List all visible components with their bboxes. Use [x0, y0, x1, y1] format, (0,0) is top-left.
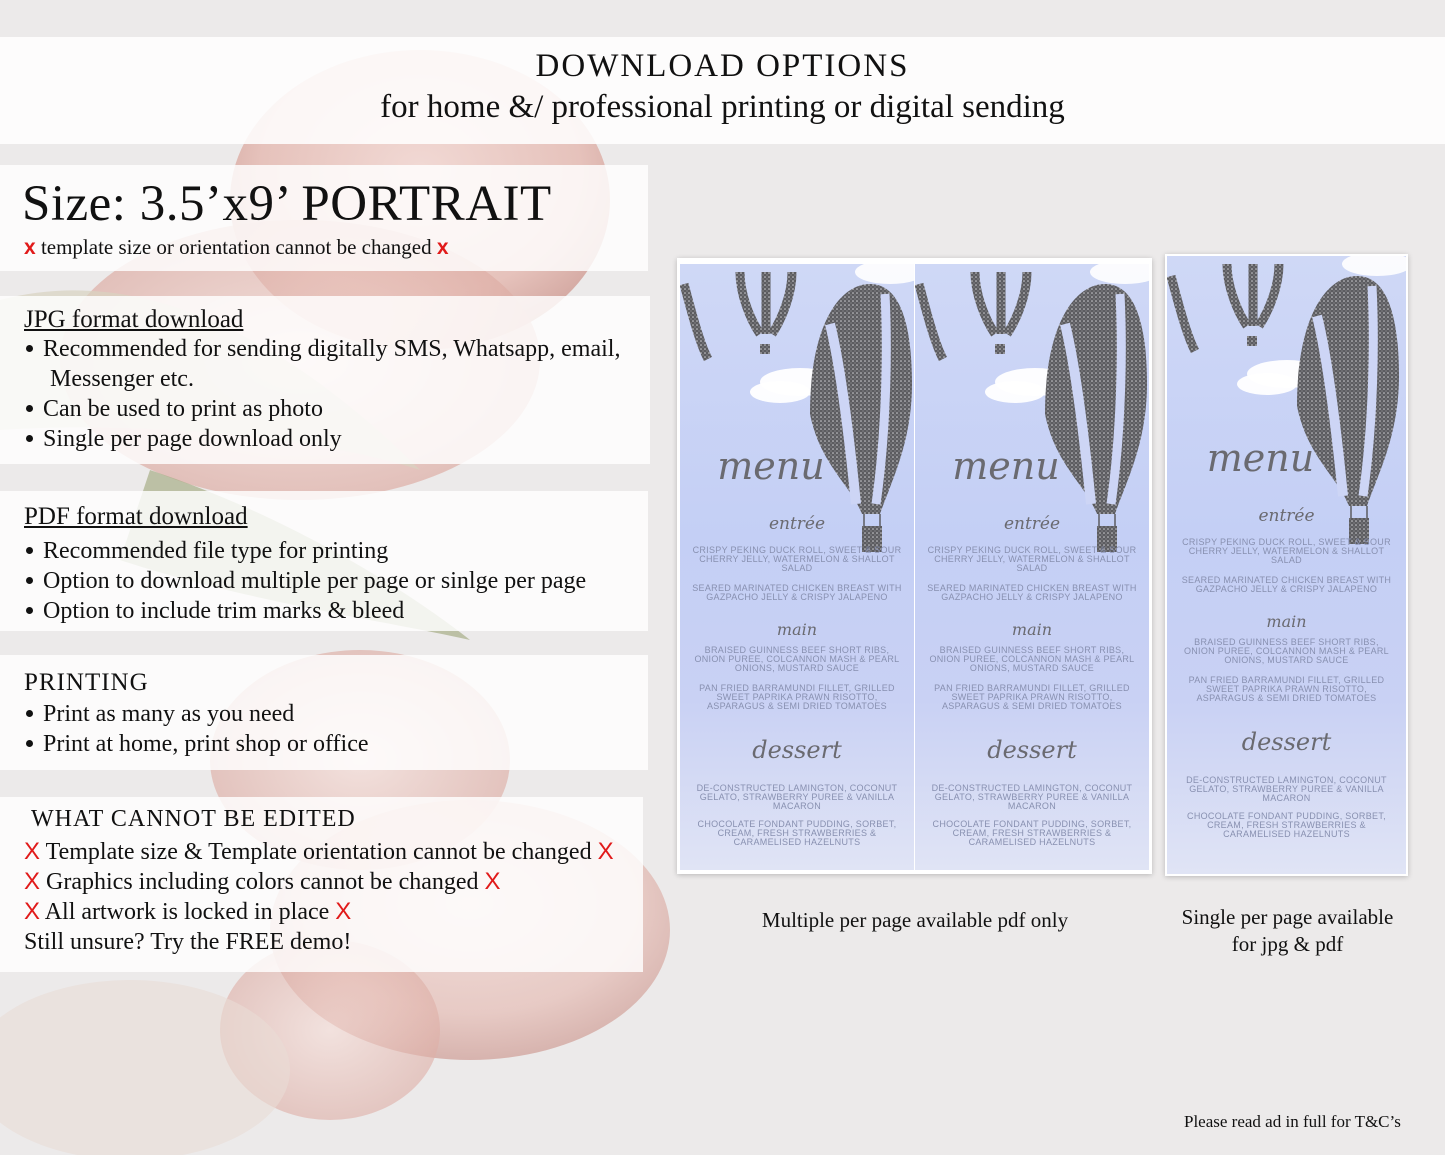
menu-section-entree: entrée	[1003, 514, 1061, 534]
jpg-title: JPG format download	[24, 306, 244, 333]
printing-panel	[0, 655, 648, 770]
menu-title: menu	[952, 444, 1060, 488]
red-x-icon: X	[24, 838, 41, 865]
caption-single-line: Single per page available	[1181, 905, 1394, 929]
red-x-icon: X	[24, 868, 41, 895]
menu-item-text: CRISPY PEKING DUCK ROLL, SWEET & SOUR CHERRY JELLY, WATERMELON & SHALLOT SALAD	[927, 545, 1137, 573]
jpg-panel	[0, 296, 650, 464]
list-item	[24, 927, 614, 957]
cannot-edit-title: WHAT CANNOT BE EDITED	[31, 806, 356, 832]
red-x-icon: X	[335, 898, 352, 925]
bullet-icon	[26, 435, 33, 442]
bullet-text: Print as many as you need	[43, 701, 295, 727]
menu-item-text: SEARED MARINATED CHICKEN BREAST WITH GAZPACHO JELLY & CRISPY JALAPENO	[927, 583, 1137, 602]
bullet-icon	[26, 607, 33, 614]
bullet-icon	[26, 547, 33, 554]
list-item	[24, 699, 369, 729]
caption-multiple: Multiple per page available pdf only	[761, 908, 1069, 932]
red-x-icon: X	[484, 868, 501, 895]
menu-item-text: SEARED MARINATED CHICKEN BREAST WITH GAZPACHO JELLY & CRISPY JALAPENO	[1181, 575, 1392, 594]
red-x-icon: x	[24, 236, 36, 259]
menu-item-text: BRAISED GUINNESS BEEF SHORT RIBS, ONION PUREE, COLCANNON MASH & PEARL ONIONS, MUSTARD SAUCE	[929, 645, 1135, 673]
menu-item-text: SEARED MARINATED CHICKEN BREAST WITH GAZPACHO JELLY & CRISPY JALAPENO	[692, 583, 902, 602]
bullet-text: Single per page download only	[43, 426, 342, 452]
red-x-icon: x	[436, 236, 449, 259]
menu-item-text: PAN FRIED BARRAMUNDI FILLET, GRILLED SWEET PAPRIKA PRAWN RISOTTO, ASPARAGUS & SEMI DRIED TOMATOES	[1188, 675, 1385, 703]
item-text: All artwork is locked in place	[44, 899, 330, 925]
menu-item-text: DE-CONSTRUCTED LAMINGTON, COCONUT GELATO, STRAWBERRY PUREE & VANILLA MACARON	[696, 783, 898, 811]
list-item	[24, 424, 620, 454]
menu-section-main: main	[776, 620, 818, 639]
menu-section-dessert: dessert	[1241, 728, 1332, 756]
single-page-preview	[1165, 254, 1408, 876]
menu-item-text: CHOCOLATE FONDANT PUDDING, SORBET, CREAM, FRESH STRAWBERRIES & CARAMELISED HAZELNUTS	[1187, 811, 1386, 839]
bullet-text: Print at home, print shop or office	[43, 731, 369, 757]
bullet-text: Recommended for sending digitally SMS, Whatsapp, email,	[43, 336, 621, 362]
list-item	[24, 566, 586, 596]
caption-single	[1160, 904, 1415, 958]
bullet-text: Can be used to print as photo	[43, 396, 323, 422]
menu-section-main: main	[1011, 620, 1053, 639]
item-text: Still unsure? Try the FREE demo!	[24, 929, 352, 955]
pdf-panel	[0, 491, 648, 631]
caption-single-line: for jpg & pdf	[1231, 932, 1344, 956]
menu-title: menu	[1206, 436, 1315, 480]
pdf-title: PDF format download	[24, 503, 248, 530]
list-item	[24, 729, 369, 759]
menu-item-text: CHOCOLATE FONDANT PUDDING, SORBET, CREAM, FRESH STRAWBERRIES & CARAMELISED HAZELNUTS	[697, 819, 897, 847]
bullet-icon	[26, 345, 33, 352]
size-panel	[0, 165, 648, 271]
item-text: Graphics including colors cannot be changed	[46, 869, 479, 895]
red-x-icon: X	[24, 898, 41, 925]
menu-item-text: CHOCOLATE FONDANT PUDDING, SORBET, CREAM, FRESH STRAWBERRIES & CARAMELISED HAZELNUTS	[932, 819, 1132, 847]
multi-page-preview	[677, 258, 1152, 874]
list-item	[24, 596, 586, 626]
menu-item-text: DE-CONSTRUCTED LAMINGTON, COCONUT GELATO, STRAWBERRY PUREE & VANILLA MACARON	[931, 783, 1133, 811]
list-item	[24, 364, 620, 394]
bullet-icon	[26, 577, 33, 584]
menu-item-text: CRISPY PEKING DUCK ROLL, SWEET & SOUR CHERRY JELLY, WATERMELON & SHALLOT SALAD	[1182, 537, 1391, 565]
list-item	[24, 334, 620, 364]
printing-bullet-list	[24, 699, 369, 759]
menu-item-text: PAN FRIED BARRAMUNDI FILLET, GRILLED SWEET PAPRIKA PRAWN RISOTTO, ASPARAGUS & SEMI DRIED TOMATOES	[934, 683, 1130, 711]
menu-page	[1167, 256, 1406, 874]
size-note	[24, 235, 449, 260]
menu-item-text: PAN FRIED BARRAMUNDI FILLET, GRILLED SWEET PAPRIKA PRAWN RISOTTO, ASPARAGUS & SEMI DRIED TOMATOES	[699, 683, 895, 711]
list-item	[24, 897, 614, 927]
jpg-bullet-list	[24, 334, 620, 454]
bullet-icon	[26, 740, 33, 747]
bullet-text: Option to download multiple per page or sinlge per page	[43, 568, 587, 594]
pdf-bullet-list	[24, 536, 586, 626]
header-subtitle: for home &/ professional printing or digital sending	[380, 89, 1065, 125]
printing-title: PRINTING	[24, 669, 149, 696]
header-title: DOWNLOAD OPTIONS	[535, 48, 910, 84]
menu-section-dessert: dessert	[987, 736, 1077, 764]
menu-item-text: BRAISED GUINNESS BEEF SHORT RIBS, ONION PUREE, COLCANNON MASH & PEARL ONIONS, MUSTARD SAUCE	[694, 645, 900, 673]
size-note-text: template size or orientation cannot be changed	[40, 235, 432, 259]
list-item	[24, 394, 620, 424]
menu-item-text: DE-CONSTRUCTED LAMINGTON, COCONUT GELATO, STRAWBERRY PUREE & VANILLA MACARON	[1186, 775, 1387, 803]
bullet-icon	[26, 405, 33, 412]
menu-title: menu	[717, 444, 825, 488]
menu-item-text: CRISPY PEKING DUCK ROLL, SWEET & SOUR CHERRY JELLY, WATERMELON & SHALLOT SALAD	[692, 545, 902, 573]
bullet-icon	[26, 710, 33, 717]
menu-page	[915, 264, 1149, 870]
menu-page	[680, 264, 914, 870]
menu-section-entree: entrée	[1258, 506, 1315, 526]
menu-section-entree: entrée	[768, 514, 826, 534]
menu-item-text: BRAISED GUINNESS BEEF SHORT RIBS, ONION PUREE, COLCANNON MASH & PEARL ONIONS, MUSTARD SAUCE	[1183, 637, 1389, 665]
list-item	[24, 837, 614, 867]
cannot-edit-panel	[0, 797, 643, 972]
menu-section-dessert: dessert	[752, 736, 842, 764]
list-item	[24, 867, 614, 897]
header-band	[0, 37, 1445, 144]
list-item	[24, 536, 586, 566]
size-title: Size: 3.5’x9’ PORTRAIT	[22, 176, 552, 232]
cannot-edit-list	[24, 837, 614, 957]
bullet-text: Messenger etc.	[50, 366, 194, 392]
footnote: Please read ad in full for T&C’s	[1184, 1112, 1401, 1131]
menu-section-main: main	[1266, 612, 1307, 631]
item-text: Template size & Template orientation cannot be changed	[45, 839, 592, 865]
bullet-text: Option to include trim marks & bleed	[43, 598, 405, 624]
red-x-icon: X	[597, 838, 614, 865]
bullet-text: Recommended file type for printing	[43, 538, 389, 564]
